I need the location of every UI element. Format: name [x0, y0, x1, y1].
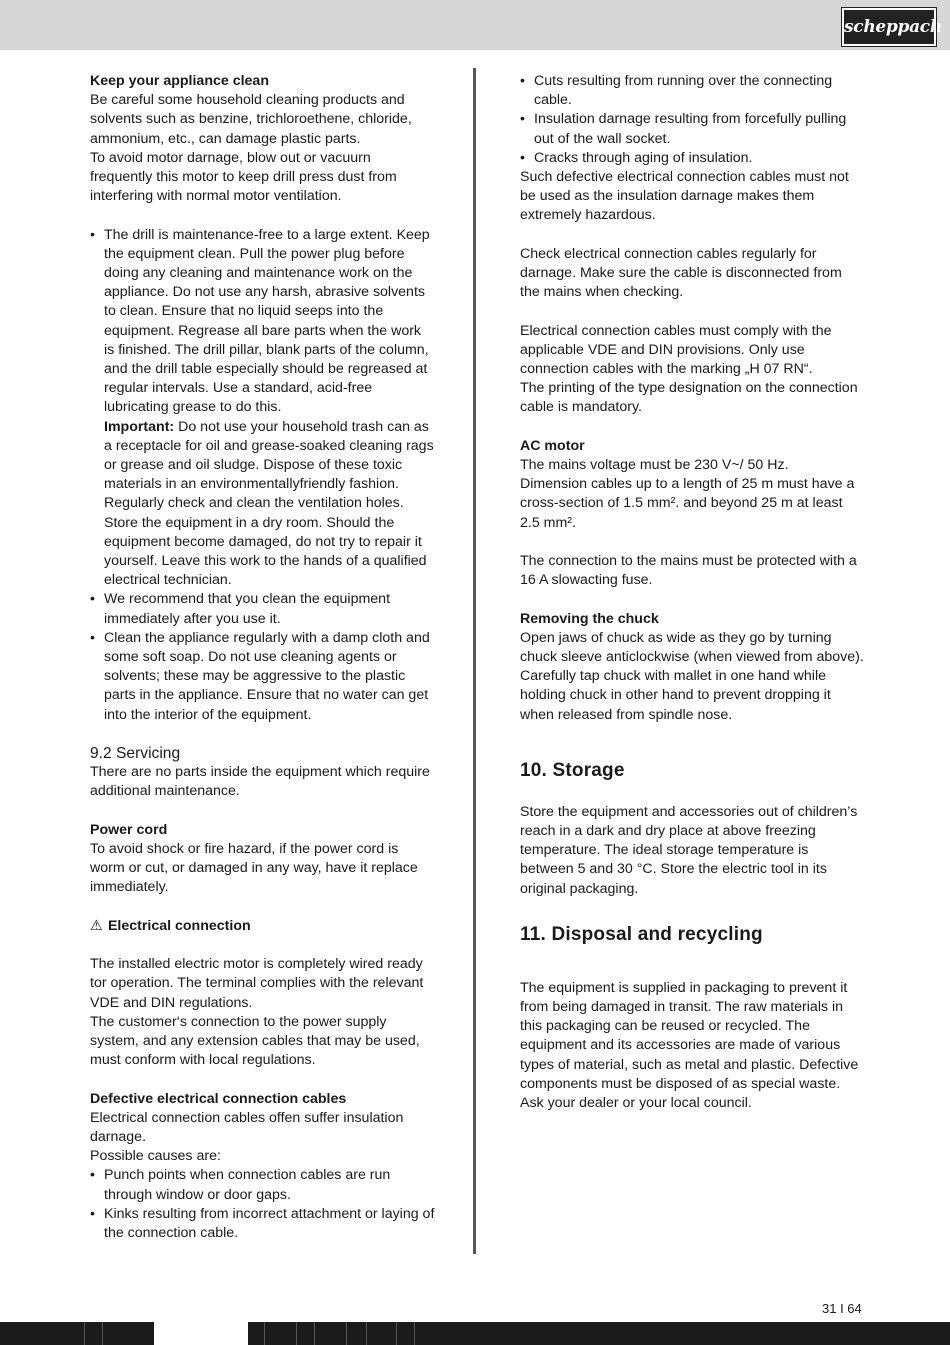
- maintenance-bullet-text: The drill is maintenance-free to a large extent. Keep the equipment clean. Pull the power plug before doing any cleaning and maintenance work on the appliance. Do not use any harsh, abrasive solvents to clean. Ensure that no liquid seeps into the equipment. Regrease all bare parts when the work is finished. The drill pillar, blank parts of the column, and the drill table especially should be regreased at regular intervals. Use a standard, acid-free lubricating grease to do this.: [104, 226, 430, 416]
- defective-warning-text: Such defective electrical connection cables must not be used as the insulation darnage makes them extremely hazardous.: [520, 169, 849, 224]
- defective-paragraph-1: Electrical connection cables offen suffer insulation darnage.: [90, 1109, 404, 1146]
- footer-divider: [414, 1322, 415, 1345]
- check-cables-text: Check electrical connection cables regularly for darnage. Make sure the cable is disconnected from the mains when checking.: [520, 245, 842, 301]
- list-item: • We recommend that you clean the equipment immediately after you use it.: [90, 590, 435, 628]
- footer-bar: [0, 1322, 950, 1345]
- defective-cables-heading: Defective electrical connection cables: [90, 1090, 347, 1107]
- disposal-heading: 11. Disposal and recycling: [520, 923, 763, 945]
- list-item: • Kinks resulting from incorrect attachment or laying of the connection cable.: [90, 1205, 435, 1243]
- storage-heading: 10. Storage: [520, 759, 625, 781]
- maintenance-bullets: [90, 226, 435, 725]
- electrical-paragraph-2: The customer‘s connection to the power supply system, and any extension cables that may be used, must conform with local regulations.: [90, 1013, 420, 1069]
- header-bar: [0, 0, 950, 50]
- list-item: [90, 226, 435, 591]
- fuse-text: The connection to the mains must be protected with a 16 A slowacting fuse.: [520, 553, 857, 589]
- power-cord-heading: Power cord: [90, 821, 168, 838]
- disposal-text: The equipment is supplied in packaging to prevent it from being damaged in transit. The raw materials in this packaging can be reused or recycled. The equipment and its accessories are made of various types of material, such as metal and plastic. Defective components must be disposed of as special waste. Ask your dealer or your local council.: [520, 979, 859, 1112]
- servicing-text: There are no parts inside the equipment which require additional maintenance.: [90, 764, 430, 800]
- footer-divider: [102, 1322, 103, 1345]
- brand-logo: scheppach: [842, 8, 936, 46]
- electrical-connection-title: Electrical connection: [107, 917, 251, 934]
- list-item: • Insulation darnage resulting from forcefully pulling out of the wall socket.: [520, 110, 865, 148]
- warning-icon: ⚠: [90, 917, 103, 934]
- list-item: • Cracks through aging of insulation.: [520, 149, 865, 168]
- keep-clean-heading: Keep your appliance clean: [90, 73, 269, 89]
- footer-divider: [84, 1322, 85, 1345]
- page-number: 31 I 64: [822, 1301, 862, 1316]
- removing-chuck-heading: Removing the chuck: [520, 610, 659, 627]
- ac-motor-paragraph-1: The mains voltage must be 230 V~/ 50 Hz.: [520, 457, 789, 474]
- electrical-connection-heading: [90, 917, 435, 936]
- important-text: Do not use your household trash can as a receptacle for oil and grease-soaked cleaning rags or grease and oil sludge. Dispose of these toxic materials in an environmentallyfriendly fashion. Regularly check and clean the ventilation holes. Store the equipment in a dry room. Should the equipment become damaged, do not try to repair it yourself. Leave this work to the hands of a qualified electrical technician.: [104, 418, 434, 589]
- defective-paragraph-2: Possible causes are:: [90, 1148, 221, 1165]
- keep-clean-paragraph-1: Be careful some household cleaning products and solvents such as benzine, trichloroethene, chloride, ammonium, etc., can damage plastic parts.: [90, 92, 412, 147]
- ac-motor-heading: AC motor: [520, 437, 585, 454]
- list-item: • Clean the appliance regularly with a damp cloth and some soft soap. Do not use cleaning agents or solvents; these may be aggressive to the plastic parts in the appliance. Ensure that no water can get into the interior of the equipment.: [90, 629, 435, 725]
- footer-divider: [264, 1322, 265, 1345]
- comply-paragraph-2: The printing of the type designation on the connection cable is mandatory.: [520, 380, 858, 416]
- right-column: [520, 72, 865, 1113]
- footer-divider: [314, 1322, 315, 1345]
- footer-tab: [154, 1322, 248, 1345]
- keep-clean-paragraph-2: To avoid motor darnage, blow out or vacuurn frequently this motor to keep drill press dust from interfering with normal motor ventilation.: [90, 149, 397, 205]
- footer-divider: [296, 1322, 297, 1345]
- storage-text: Store the equipment and accessories out of children’s reach in a dark and dry place at above freezing temperature. The ideal storage temperature is between 5 and 30 °C. Store the electric tool in its original packaging.: [520, 803, 858, 897]
- column-divider: [473, 68, 476, 1254]
- causes-list-continued: [520, 72, 865, 168]
- footer-divider: [396, 1322, 397, 1345]
- footer-divider: [346, 1322, 347, 1345]
- important-label: Important:: [104, 418, 175, 435]
- ac-motor-paragraph-2: Dimension cables up to a length of 25 m must have a cross-section of 1.5 mm². and beyond 25 m at least 2.5 mm².: [520, 476, 855, 531]
- electrical-paragraph-1: The installed electric motor is completely wired ready tor operation. The terminal complies with the relevant VDE and DIN regulations.: [90, 956, 424, 1011]
- list-item: • Punch points when connection cables are run through window or door gaps.: [90, 1166, 435, 1204]
- list-item: • Cuts resulting from running over the connecting cable.: [520, 72, 865, 110]
- footer-divider: [366, 1322, 367, 1345]
- left-column: [90, 72, 435, 1243]
- servicing-heading: 9.2 Servicing: [90, 745, 181, 763]
- causes-list: [90, 1166, 435, 1243]
- removing-chuck-text: Open jaws of chuck as wide as they go by turning chuck sleeve anticlockwise (when viewed from above). Carefully tap chuck with mallet in one hand while holding chuck in other hand to prevent dropping it when released from spindle nose.: [520, 629, 864, 723]
- power-cord-text: To avoid shock or fire hazard, if the power cord is worm or cut, or damaged in any way, have it replace immediately.: [90, 841, 418, 896]
- comply-paragraph-1: Electrical connection cables must comply with the applicable VDE and DIN provisions. Only use connection cables with the marking „H 07 RN“.: [520, 322, 832, 378]
